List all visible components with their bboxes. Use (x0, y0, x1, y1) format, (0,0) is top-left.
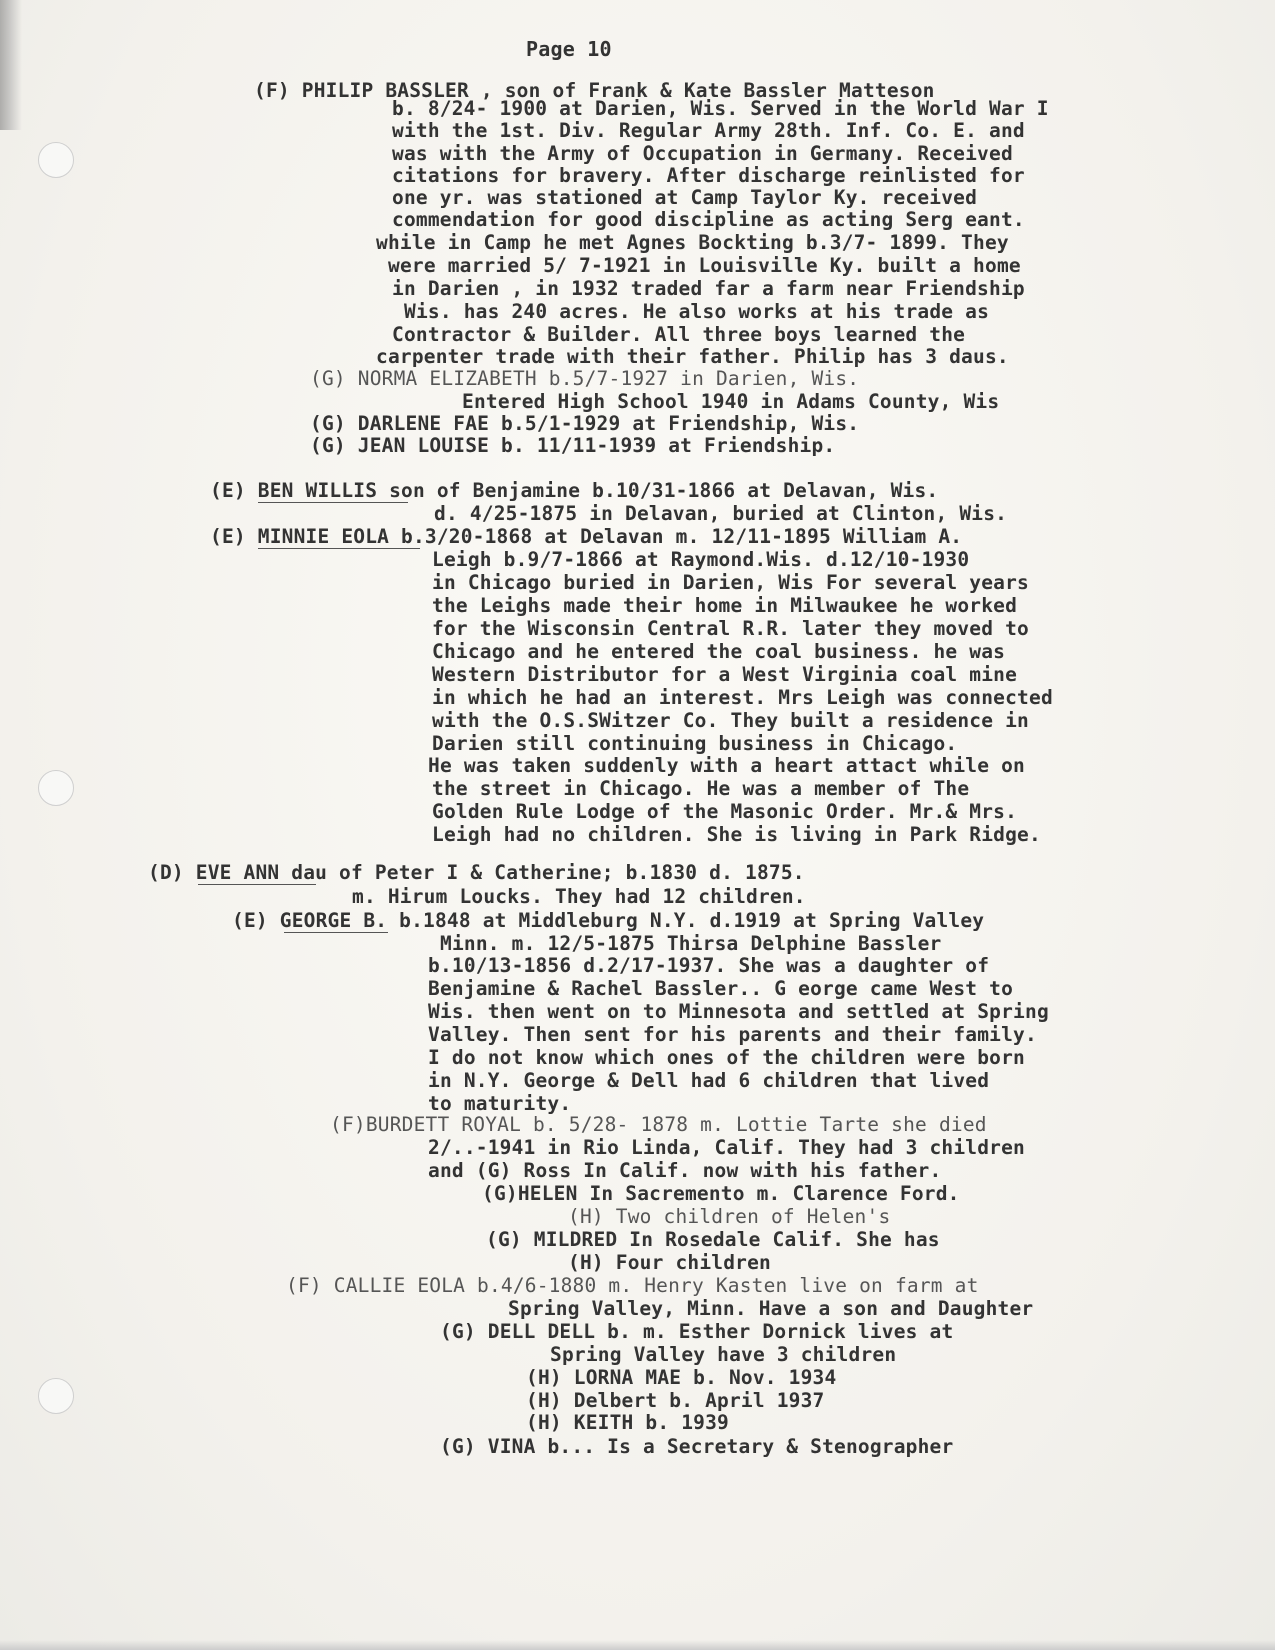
text-line: Benjamine & Rachel Bassler.. G eorge came West to (428, 977, 1014, 1000)
text-line: commendation for good discipline as acting Serg eant. (392, 208, 1025, 231)
text-line: He was taken suddenly with a heart attact while on (428, 754, 1025, 777)
entry-lorna-mae: (H) LORNA MAE b. Nov. 1934 (526, 1366, 837, 1389)
text-line: 2/..-1941 in Rio Linda, Calif. They had 3 children (428, 1136, 1025, 1159)
binder-hole-middle (38, 770, 74, 806)
text-line: b. 8/24- 1900 at Darien, Wis. Served in the World War I (392, 97, 1049, 120)
text-line: Darien still continuing business in Chicago. (432, 732, 958, 755)
text-line: Western Distributor for a West Virginia coal mine (432, 663, 1018, 686)
text-line: b.10/13-1856 d.2/17-1937. She was a daughter of (428, 954, 990, 977)
text-line: in Chicago buried in Darien, Wis For several years (432, 571, 1029, 594)
text-line: Spring Valley have 3 children (550, 1343, 897, 1366)
text-line: Valley. Then sent for his parents and their family. (428, 1023, 1037, 1046)
text-line: Contractor & Builder. All three boys learned the (392, 323, 966, 346)
binder-hole-top (38, 142, 74, 178)
text-line: Spring Valley, Minn. Have a son and Daughter (508, 1297, 1034, 1320)
text-line: while in Camp he met Agnes Bockting b.3/7- 1899. They (376, 231, 1009, 254)
text-line: the Leighs made their home in Milwaukee he worked (432, 594, 1018, 617)
entry-george-b: (E) GEORGE B. b.1848 at Middleburg N.Y. d.1919 at Spring Valley (232, 909, 985, 932)
text-line: with the O.S.SWitzer Co. They built a residence in (432, 709, 1029, 732)
scan-edge-shadow (0, 0, 22, 130)
text-line: d. 4/25-1875 in Delavan, buried at Clinton, Wis. (434, 502, 1008, 525)
text-line: m. Hirum Loucks. They had 12 children. (352, 885, 806, 908)
entry-philip-bassler: (F) PHILIP BASSLER , son of Frank & Kate Bassler Matteson (254, 79, 935, 102)
entry-eve-ann: (D) EVE ANN dau of Peter I & Catherine; b.1830 d. 1875. (148, 861, 805, 884)
text-line: Leigh b.9/7-1866 at Raymond.Wis. d.12/10-1930 (432, 548, 970, 571)
entry-dell: (G) DELL DELL b. m. Esther Dornick lives at (440, 1320, 954, 1343)
entry-jean-louise: (G) JEAN LOUISE b. 11/11-1939 at Friendship. (310, 434, 836, 457)
text-line: I do not know which ones of the children were born (428, 1046, 1025, 1069)
text-line: Golden Rule Lodge of the Masonic Order. Mr.& Mrs. (432, 800, 1018, 823)
entry-mildred: (G) MILDRED In Rosedale Calif. She has (486, 1228, 940, 1251)
text-line: Wis. has 240 acres. He also works at his trade as (404, 300, 990, 323)
entry-vina: (G) VINA b... Is a Secretary & Stenographer (440, 1435, 954, 1458)
entry-norma-elizabeth: (G) NORMA ELIZABETH b.5/7-1927 in Darien, Wis. (310, 367, 860, 390)
text-line: in Darien , in 1932 traded far a farm near Friendship (392, 277, 1025, 300)
text-line: the street in Chicago. He was a member of The (432, 777, 970, 800)
text-line: one yr. was stationed at Camp Taylor Ky. received (392, 186, 978, 209)
entry-keith: (H) KEITH b. 1939 (526, 1411, 729, 1434)
text-line: to maturity. (428, 1092, 572, 1115)
entry-callie-eola: (F) CALLIE EOLA b.4/6-1880 m. Henry Kasten live on farm at (286, 1274, 979, 1297)
entry-ben-willis: (E) BEN WILLIS son of Benjamine b.10/31-1866 at Delavan, Wis. (210, 479, 939, 502)
entry-delbert: (H) Delbert b. April 1937 (526, 1389, 825, 1412)
scan-bottom-edge (0, 1640, 1275, 1650)
entry-darlene-fae: (G) DARLENE FAE b.5/1-1929 at Friendship, Wis. (310, 412, 860, 435)
text-line: Chicago and he entered the coal business. he was (432, 640, 1006, 663)
text-line: with the 1st. Div. Regular Army 28th. Inf. Co. E. and (392, 119, 1025, 142)
text-line: Wis. then went on to Minnesota and settled at Spring (428, 1000, 1049, 1023)
entry-ross: and (G) Ross In Calif. now with his father. (428, 1159, 942, 1182)
text-line: (H) Two children of Helen's (568, 1205, 891, 1228)
text-line: Leigh had no children. She is living in Park Ridge. (432, 823, 1041, 846)
text-line: carpenter trade with their father. Philip has 3 daus. (376, 345, 1009, 368)
entry-minnie-eola: (E) MINNIE EOLA b.3/20-1868 at Delavan m. 12/11-1895 William A. (210, 525, 963, 548)
text-line: in which he had an interest. Mrs Leigh was connected (432, 686, 1053, 709)
text-line: were married 5/ 7-1921 in Louisville Ky. built a home (388, 254, 1021, 277)
text-line: in N.Y. George & Dell had 6 children that lived (428, 1069, 990, 1092)
underline-minnie-eola (258, 548, 420, 549)
text-line: citations for bravery. After discharge reinlisted for (392, 164, 1025, 187)
text-line: was with the Army of Occupation in Germany. Received (392, 142, 1013, 165)
entry-burdett-royal: (F)BURDETT ROYAL b. 5/28- 1878 m. Lottie Tarte she died (330, 1113, 987, 1136)
underline-ben-willis (258, 502, 408, 503)
page-number: Page 10 (526, 37, 612, 61)
entry-helen: (G)HELEN In Sacremento m. Clarence Ford. (482, 1182, 960, 1205)
text-line: Minn. m. 12/5-1875 Thirsa Delphine Bassler (440, 932, 942, 955)
text-line: for the Wisconsin Central R.R. later they moved to (432, 617, 1029, 640)
text-line: (H) Four children (568, 1251, 771, 1274)
underline-george-b (284, 932, 388, 933)
binder-hole-bottom (38, 1378, 74, 1414)
underline-eve-ann (198, 884, 316, 885)
text-line: Entered High School 1940 in Adams County, Wis (462, 390, 1000, 413)
